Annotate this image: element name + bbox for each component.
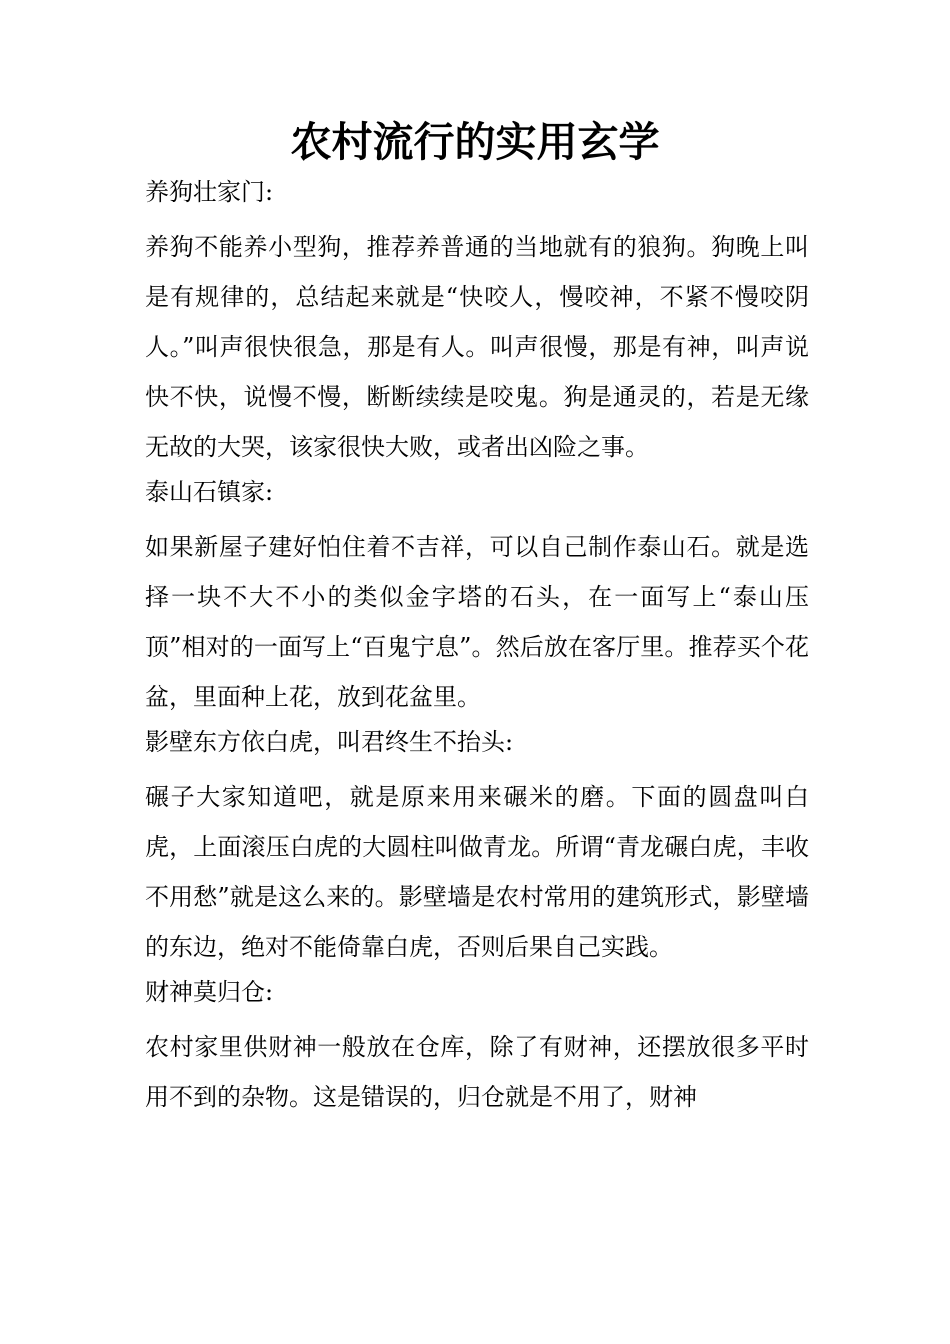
- section-paragraph: 农村家里供财神一般放在仓库，除了有财神，还摆放很多平时用不到的杂物。这是错误的，归仓就是不用了，财神: [145, 1033, 809, 1111]
- section-heading: 影壁东方依白虎，叫君终生不抬头:: [145, 728, 514, 756]
- section-heading: 养狗壮家门:: [145, 178, 274, 206]
- section-dog: [145, 172, 809, 472]
- document-title: 农村流行的实用玄学: [290, 118, 660, 166]
- document-body: [145, 172, 809, 1122]
- section-paragraph: 碾子大家知道吧，就是原来用来碾米的磨。下面的圆盘叫白虎，上面滚压白虎的大圆柱叫做青龙。所谓“青龙碾白虎，丰收不用愁”就是这么来的。影壁墙是农村常用的建筑形式，影壁墙的东边，绝对不能倚靠白虎，否则后果自己实践。: [145, 783, 809, 961]
- section-wealth-god: [145, 972, 809, 1122]
- section-taishan-stone: [145, 472, 809, 722]
- section-heading: 泰山石镇家:: [145, 478, 274, 506]
- section-screen-wall: [145, 722, 809, 972]
- section-heading: 财神莫归仓:: [145, 978, 274, 1006]
- section-paragraph: 养狗不能养小型狗，推荐养普通的当地就有的狼狗。狗晚上叫是有规律的，总结起来就是“快咬人，慢咬神，不紧不慢咬阴人。”叫声很快很急，那是有人。叫声很慢，那是有神，叫声说快不快，说慢不慢，断断续续是咬鬼。狗是通灵的，若是无缘无故的大哭，该家很快大败，或者出凶险之事。: [145, 233, 809, 461]
- section-paragraph: 如果新屋子建好怕住着不吉祥，可以自己制作泰山石。就是选择一块不大不小的类似金字塔的石头，在一面写上“泰山压顶”相对的一面写上“百鬼宁息”。然后放在客厅里。推荐买个花盆，里面种上花，放到花盆里。: [145, 533, 809, 711]
